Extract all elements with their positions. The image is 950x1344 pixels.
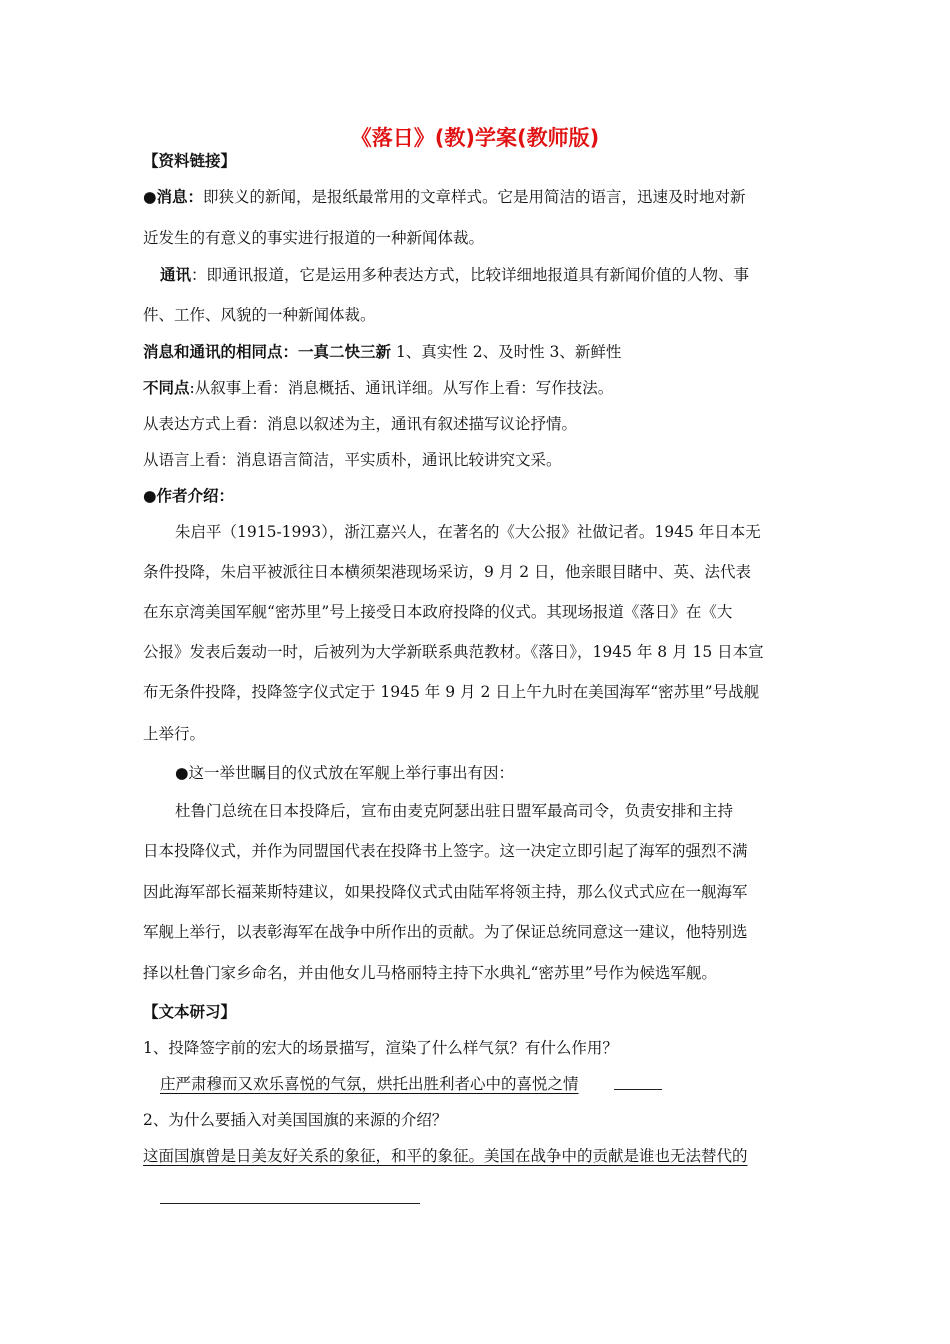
- reason-line: 择以杜鲁门家乡命名，并由他女儿马格丽特主持下水典礼“密苏里”号作为候选军舰。: [143, 964, 717, 982]
- same-text: 1、真实性 2、及时性 3、新鲜性: [391, 343, 622, 361]
- tongxun-text-1: ：即通讯报道，它是运用多种表达方式，比较详细地报道具有新闻价值的人物、事: [191, 266, 750, 284]
- xiaoxi-text-1: 即狭义的新闻，是报纸最常用的文章样式。它是用简洁的语言，迅速及时地对新: [203, 188, 746, 206]
- question-1: 1、投降签字前的宏大的场景描写，渲染了什么样气氛？有什么作用？: [143, 1039, 618, 1057]
- section-heading-materials: 【资料链接】: [143, 152, 237, 170]
- author-heading: ●作者介绍：: [143, 487, 235, 505]
- answer-1: 庄严肃穆而又欢乐喜悦的气氛，烘托出胜利者心中的喜悦之情: [160, 1075, 579, 1093]
- author-line: 上举行。: [143, 725, 206, 743]
- xiaoxi-label: ●消息：: [143, 188, 204, 206]
- diff-points: [143, 377, 613, 399]
- diff-line-3: 从语言上看：消息语言简洁，平实质朴，通讯比较讲究文采。: [143, 451, 562, 469]
- answer-2-blank-line: [160, 1203, 420, 1204]
- diff-line-2: 从表达方式上看：消息以叙述为主，通讯有叙述描写议论抒情。: [143, 415, 578, 433]
- xiaoxi-line-2: 近发生的有意义的事实进行报道的一种新闻体裁。: [143, 229, 485, 247]
- page-title: 《落日》(教)学案(教师版): [350, 126, 600, 150]
- author-line: 在东京湾美国军舰“密苏里”号上接受日本政府投降的仪式。其现场报道《落日》在《大: [143, 603, 733, 621]
- reason-line: 军舰上举行，以表彰海军在战争中所作出的贡献。为了保证总统同意这一建议，他特别选: [143, 923, 748, 941]
- question-2: 2、为什么要插入对美国国旗的来源的介绍？: [143, 1111, 448, 1129]
- reason-heading: ●这一举世瞩目的仪式放在军舰上举行事出有因：: [175, 764, 515, 782]
- same-label: 消息和通讯的相同点：一真二快三新: [143, 343, 392, 361]
- author-line: 布无条件投降，投降签字仪式定于 1945 年 9 月 2 日上午九时在美国海军“密苏里”号战舰: [143, 683, 760, 701]
- xiaoxi-line-1: [143, 186, 746, 208]
- section-heading-text-study: 【文本研习】: [143, 1003, 237, 1021]
- tongxun-line-2: 件、工作、风貌的一种新闻体裁。: [143, 306, 376, 324]
- author-line: 朱启平（1915-1993），浙江嘉兴人，在著名的《大公报》社做记者。1945 年日本无: [175, 523, 761, 541]
- diff-label: 不同点: [143, 379, 190, 397]
- diff-text: :从叙事上看：消息概括、通讯详细。从写作上看：写作技法。: [189, 379, 614, 397]
- reason-line: 杜鲁门总统在日本投降后，宣布由麦克阿瑟出驻日盟军最高司令，负责安排和主持: [175, 802, 734, 820]
- answer-2: 这面国旗曾是日美友好关系的象征，和平的象征。美国在战争中的贡献是谁也无法替代的: [143, 1147, 748, 1165]
- author-line: 条件投降，朱启平被派往日本横须架港现场采访，9 月 2 日，他亲眼目睹中、英、法代表: [143, 563, 752, 581]
- tongxun-line-1: [160, 264, 749, 286]
- same-points: [143, 341, 621, 363]
- author-line: 公报》发表后轰动一时，后被列为大学新联系典范教材。《落日》，1945 年 8 月 15 日本宣: [143, 643, 764, 661]
- answer-1-underline-tail: [614, 1089, 662, 1090]
- tongxun-label: 通讯: [160, 266, 192, 284]
- reason-line: 日本投降仪式，并作为同盟国代表在投降书上签字。这一决定立即引起了海军的强烈不满: [143, 842, 748, 860]
- reason-line: 因此海军部长福莱斯特建议，如果投降仪式式由陆军将领主持，那么仪式式应在一舰海军: [143, 883, 748, 901]
